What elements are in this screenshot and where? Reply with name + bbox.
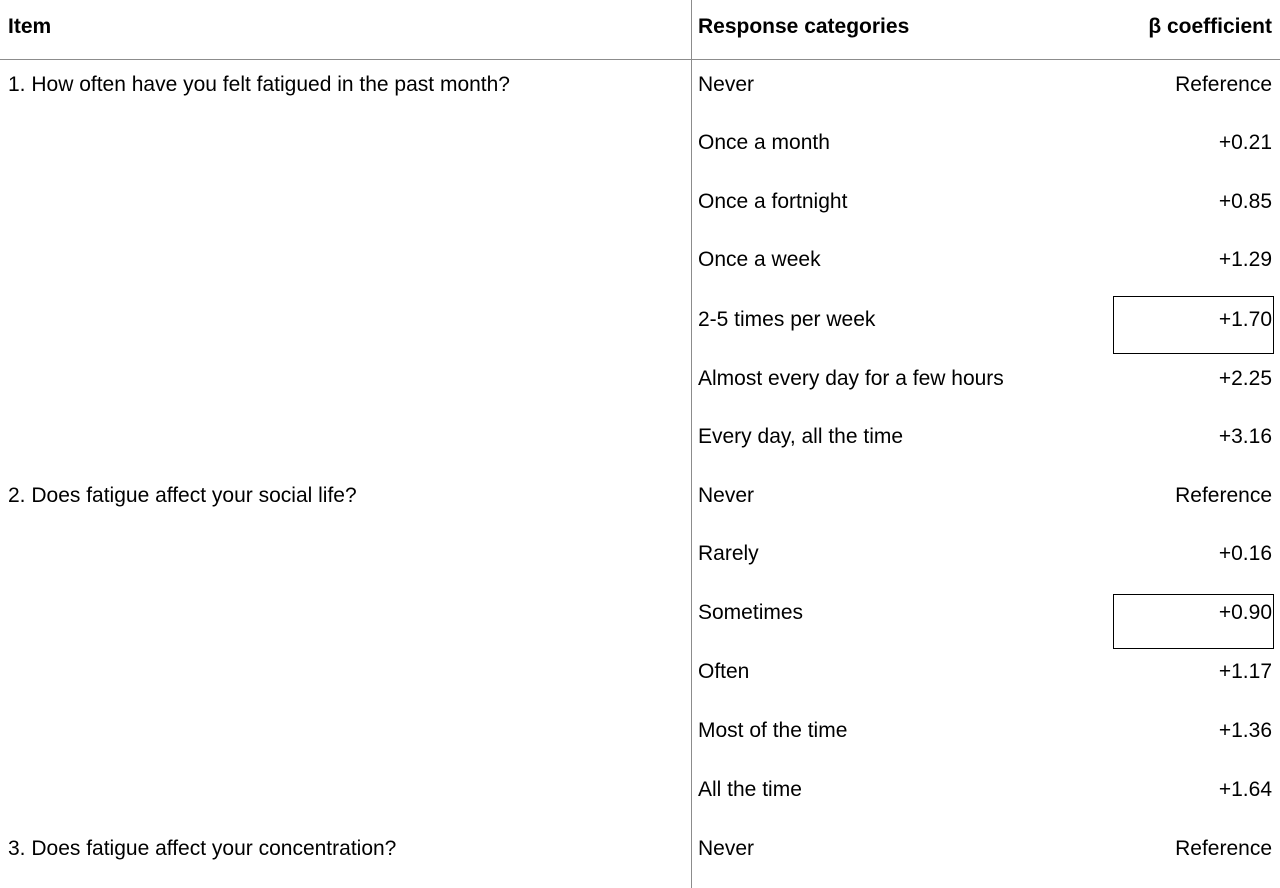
response-category: Rarely [698,542,759,565]
item-question-2: 2. Does fatigue affect your social life? [8,484,357,507]
header-item: Item [8,15,52,38]
beta-value: +3.16 [1218,425,1272,448]
response-category: Once a month [698,131,830,154]
beta-value: +1.29 [1218,248,1272,271]
beta-value: Reference [1175,73,1272,96]
beta-value: Reference [1175,837,1272,860]
response-category: Almost every day for a few hours [698,367,1004,390]
beta-value: +1.64 [1218,778,1272,801]
response-category: Sometimes [698,601,804,624]
beta-value: +0.85 [1218,190,1272,213]
beta-value: +2.25 [1218,367,1272,390]
response-category: Every day, all the time [698,425,904,448]
response-category: Once a fortnight [698,190,848,213]
response-category: Often [698,660,750,683]
response-category: Never [698,837,755,860]
beta-value: +1.36 [1218,719,1272,742]
response-category: Most of the time [698,719,848,742]
response-category: 2-5 times per week [698,308,876,331]
header-beta-coefficient: β coefficient [1148,15,1272,38]
column-divider [691,0,692,888]
header-rule [0,59,1280,60]
beta-value-boxed: +1.70 [1218,308,1272,331]
beta-value: +0.16 [1218,542,1272,565]
item-question-3: 3. Does fatigue affect your concentration? [8,837,397,860]
beta-value: +0.21 [1218,131,1272,154]
item-question-1: 1. How often have you felt fatigued in the past month? [8,73,510,96]
beta-value: +1.17 [1218,660,1272,683]
beta-value: Reference [1175,484,1272,507]
response-category: Never [698,484,755,507]
header-response-categories: Response categories [698,15,910,38]
response-category: Never [698,73,755,96]
response-category: All the time [698,778,802,801]
beta-value-boxed: +0.90 [1218,601,1272,624]
response-category: Once a week [698,248,821,271]
